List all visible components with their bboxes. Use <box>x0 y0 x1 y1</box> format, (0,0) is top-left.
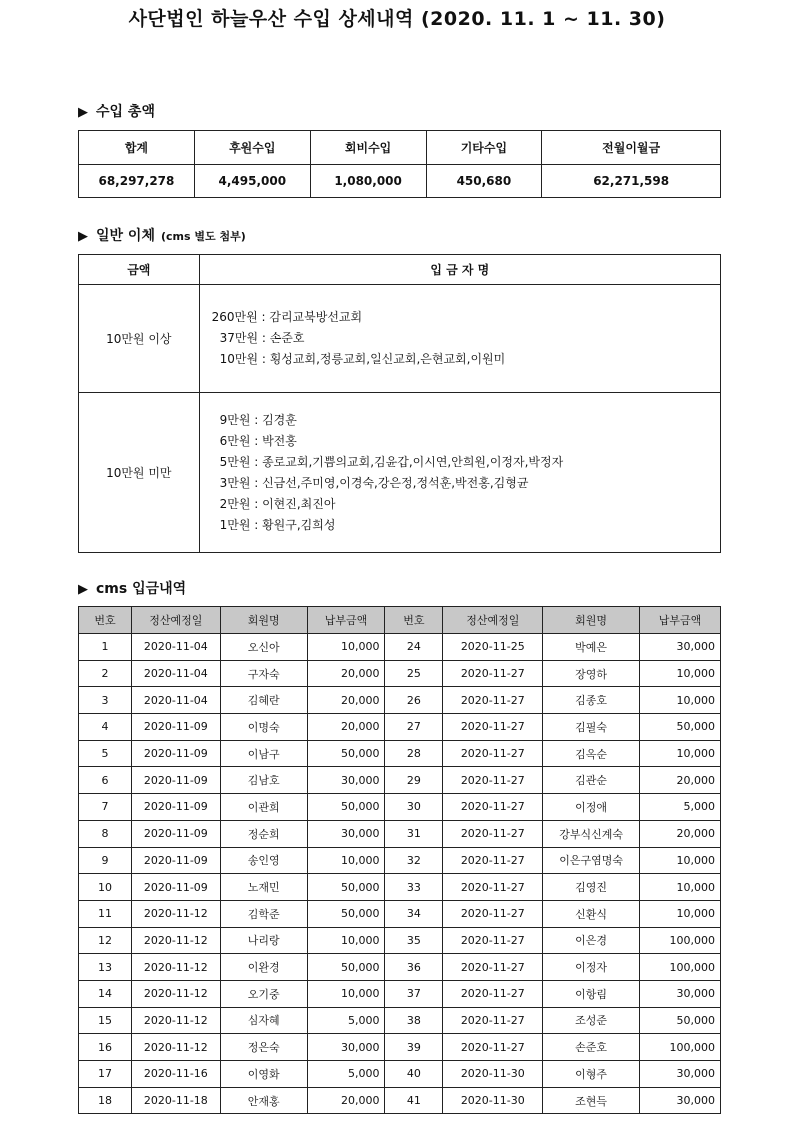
cms-number: 13 <box>79 954 132 981</box>
table-row <box>79 1007 721 1034</box>
summary-col-header: 기타수입 <box>426 131 542 165</box>
cms-number: 9 <box>79 847 132 874</box>
cms-member-name: 이정자 <box>543 954 640 981</box>
cms-amount: 30,000 <box>640 1061 721 1088</box>
cms-col-header: 납부금액 <box>307 607 385 634</box>
cms-number: 29 <box>385 767 443 794</box>
general-group-label: 10만원 이상 <box>79 285 200 393</box>
cms-settle-date: 2020-11-27 <box>443 714 543 741</box>
table-row <box>79 847 721 874</box>
general-table <box>78 254 721 553</box>
cms-amount: 20,000 <box>640 767 721 794</box>
cms-settle-date: 2020-11-12 <box>131 900 220 927</box>
triangle-right-icon: ▶ <box>78 582 88 597</box>
cms-number: 39 <box>385 1034 443 1061</box>
cms-member-name: 김학준 <box>220 900 307 927</box>
cms-number: 34 <box>385 900 443 927</box>
general-col-names: 입 금 자 명 <box>199 255 720 285</box>
general-name-line: 37만원 : 손준호 <box>219 331 305 345</box>
table-row <box>79 1034 721 1061</box>
cms-settle-date: 2020-11-12 <box>131 1007 220 1034</box>
cms-number: 28 <box>385 740 443 767</box>
cms-heading <box>78 578 186 598</box>
cms-amount: 10,000 <box>640 874 721 901</box>
cms-amount: 50,000 <box>307 740 385 767</box>
cms-amount: 20,000 <box>640 820 721 847</box>
cms-amount: 20,000 <box>307 660 385 687</box>
cms-table <box>78 606 721 1114</box>
triangle-right-icon: ▶ <box>78 229 88 244</box>
cms-col-header: 번호 <box>79 607 132 634</box>
cms-settle-date: 2020-11-09 <box>131 714 220 741</box>
table-row <box>79 927 721 954</box>
cms-member-name: 김종호 <box>543 687 640 714</box>
cms-settle-date: 2020-11-12 <box>131 980 220 1007</box>
general-heading-note: (cms 별도 첨부) <box>160 230 246 243</box>
cms-number: 40 <box>385 1061 443 1088</box>
cms-member-name: 강부식신계숙 <box>543 820 640 847</box>
cms-number: 17 <box>79 1061 132 1088</box>
cms-col-header: 정산예정일 <box>443 607 543 634</box>
cms-settle-date: 2020-11-27 <box>443 1034 543 1061</box>
cms-settle-date: 2020-11-12 <box>131 927 220 954</box>
cms-member-name: 이관희 <box>220 794 307 821</box>
table-row <box>79 660 721 687</box>
cms-amount: 50,000 <box>307 900 385 927</box>
cms-amount: 20,000 <box>307 714 385 741</box>
table-row <box>79 687 721 714</box>
cms-col-header: 회원명 <box>220 607 307 634</box>
cms-amount: 20,000 <box>307 1087 385 1114</box>
cms-amount: 10,000 <box>307 847 385 874</box>
summary-value: 62,271,598 <box>542 165 721 198</box>
cms-member-name: 정순희 <box>220 820 307 847</box>
cms-amount: 100,000 <box>640 954 721 981</box>
cms-number: 18 <box>79 1087 132 1114</box>
cms-number: 14 <box>79 980 132 1007</box>
cms-member-name: 박예은 <box>543 634 640 661</box>
table-row <box>79 980 721 1007</box>
cms-number: 6 <box>79 767 132 794</box>
triangle-right-icon: ▶ <box>78 105 88 120</box>
cms-amount: 10,000 <box>640 900 721 927</box>
cms-settle-date: 2020-11-09 <box>131 820 220 847</box>
cms-number: 37 <box>385 980 443 1007</box>
cms-settle-date: 2020-11-27 <box>443 874 543 901</box>
cms-settle-date: 2020-11-27 <box>443 740 543 767</box>
cms-member-name: 정은숙 <box>220 1034 307 1061</box>
cms-member-name: 나리랑 <box>220 927 307 954</box>
general-heading-label: 일반 이체 <box>96 228 155 244</box>
cms-member-name: 안재홍 <box>220 1087 307 1114</box>
cms-amount: 10,000 <box>307 927 385 954</box>
cms-number: 2 <box>79 660 132 687</box>
cms-col-header: 번호 <box>385 607 443 634</box>
cms-amount: 30,000 <box>307 767 385 794</box>
cms-amount: 50,000 <box>640 714 721 741</box>
cms-amount: 100,000 <box>640 927 721 954</box>
cms-settle-date: 2020-11-16 <box>131 1061 220 1088</box>
cms-number: 25 <box>385 660 443 687</box>
cms-settle-date: 2020-11-27 <box>443 1007 543 1034</box>
cms-settle-date: 2020-11-27 <box>443 927 543 954</box>
cms-settle-date: 2020-11-30 <box>443 1087 543 1114</box>
cms-amount: 30,000 <box>307 1034 385 1061</box>
cms-amount: 10,000 <box>640 847 721 874</box>
cms-amount: 5,000 <box>307 1007 385 1034</box>
cms-amount: 10,000 <box>307 980 385 1007</box>
cms-settle-date: 2020-11-04 <box>131 687 220 714</box>
table-row <box>79 900 721 927</box>
cms-settle-date: 2020-11-27 <box>443 847 543 874</box>
cms-member-name: 심자혜 <box>220 1007 307 1034</box>
cms-amount: 5,000 <box>640 794 721 821</box>
cms-amount: 30,000 <box>640 1087 721 1114</box>
cms-member-name: 이형주 <box>543 1061 640 1088</box>
cms-settle-date: 2020-11-27 <box>443 794 543 821</box>
cms-amount: 30,000 <box>640 634 721 661</box>
cms-number: 1 <box>79 634 132 661</box>
cms-settle-date: 2020-11-12 <box>131 954 220 981</box>
page-title: 사단법인 하늘우산 수입 상세내역 (2020. 11. 1 ~ 11. 30) <box>128 8 666 30</box>
cms-settle-date: 2020-11-04 <box>131 660 220 687</box>
general-name-line: 5만원 : 종로교회,기쁨의교회,김윤갑,이시연,안희원,이정자,박정자 <box>219 454 564 469</box>
cms-number: 36 <box>385 954 443 981</box>
cms-settle-date: 2020-11-27 <box>443 954 543 981</box>
cms-member-name: 조성준 <box>543 1007 640 1034</box>
cms-member-name: 노재민 <box>220 874 307 901</box>
table-row <box>79 767 721 794</box>
cms-number: 27 <box>385 714 443 741</box>
cms-col-header: 회원명 <box>543 607 640 634</box>
table-row <box>79 954 721 981</box>
cms-member-name: 김필숙 <box>543 714 640 741</box>
cms-number: 41 <box>385 1087 443 1114</box>
cms-number: 11 <box>79 900 132 927</box>
cms-number: 7 <box>79 794 132 821</box>
cms-member-name: 오기중 <box>220 980 307 1007</box>
cms-number: 12 <box>79 927 132 954</box>
cms-amount: 20,000 <box>307 687 385 714</box>
cms-settle-date: 2020-11-30 <box>443 1061 543 1088</box>
cms-settle-date: 2020-11-27 <box>443 660 543 687</box>
general-name-line: 1만원 : 황원구,김희성 <box>219 517 336 532</box>
cms-settle-date: 2020-11-09 <box>131 740 220 767</box>
cms-settle-date: 2020-11-09 <box>131 874 220 901</box>
cms-number: 10 <box>79 874 132 901</box>
cms-member-name: 이완경 <box>220 954 307 981</box>
cms-number: 31 <box>385 820 443 847</box>
cms-member-name: 김혜란 <box>220 687 307 714</box>
cms-amount: 50,000 <box>640 1007 721 1034</box>
cms-settle-date: 2020-11-27 <box>443 687 543 714</box>
cms-member-name: 김남호 <box>220 767 307 794</box>
general-name-line: 10만원 : 횡성교회,정릉교회,일신교회,은현교회,이원미 <box>219 352 506 366</box>
cms-member-name: 이은경 <box>543 927 640 954</box>
cms-number: 3 <box>79 687 132 714</box>
summary-col-header: 전월이월금 <box>542 131 721 165</box>
cms-member-name: 이항림 <box>543 980 640 1007</box>
table-row <box>79 820 721 847</box>
cms-member-name: 김관순 <box>543 767 640 794</box>
cms-settle-date: 2020-11-18 <box>131 1087 220 1114</box>
cms-settle-date: 2020-11-27 <box>443 900 543 927</box>
general-name-line: 9만원 : 김경훈 <box>219 412 297 427</box>
summary-value-row <box>79 165 721 198</box>
general-group-label: 10만원 미만 <box>79 393 200 553</box>
general-group-names <box>199 393 720 553</box>
summary-col-header: 합계 <box>79 131 195 165</box>
cms-settle-date: 2020-11-04 <box>131 634 220 661</box>
cms-amount: 10,000 <box>307 634 385 661</box>
summary-value: 68,297,278 <box>79 165 195 198</box>
summary-value: 450,680 <box>426 165 542 198</box>
summary-header-row <box>79 131 721 165</box>
cms-amount: 30,000 <box>640 980 721 1007</box>
cms-member-name: 장영하 <box>543 660 640 687</box>
cms-settle-date: 2020-11-09 <box>131 847 220 874</box>
table-row <box>79 634 721 661</box>
cms-col-header: 정산예정일 <box>131 607 220 634</box>
cms-member-name: 손준호 <box>543 1034 640 1061</box>
cms-number: 38 <box>385 1007 443 1034</box>
cms-member-name: 이정애 <box>543 794 640 821</box>
cms-settle-date: 2020-11-12 <box>131 1034 220 1061</box>
general-name-line: 260만원 : 감리교북방선교회 <box>211 310 363 324</box>
cms-amount: 10,000 <box>640 660 721 687</box>
cms-amount: 10,000 <box>640 740 721 767</box>
cms-amount: 10,000 <box>640 687 721 714</box>
cms-number: 8 <box>79 820 132 847</box>
general-name-line: 6만원 : 박전홍 <box>219 433 297 448</box>
cms-amount: 100,000 <box>640 1034 721 1061</box>
cms-settle-date: 2020-11-27 <box>443 820 543 847</box>
summary-value: 1,080,000 <box>310 165 426 198</box>
general-col-amount: 금액 <box>79 255 200 285</box>
cms-settle-date: 2020-11-27 <box>443 980 543 1007</box>
cms-member-name: 이남구 <box>220 740 307 767</box>
cms-heading-label: cms 입금내역 <box>96 581 187 597</box>
summary-heading-label: 수입 총액 <box>96 104 155 120</box>
cms-member-name: 오신아 <box>220 634 307 661</box>
cms-amount: 50,000 <box>307 794 385 821</box>
summary-col-header: 후원수입 <box>194 131 310 165</box>
summary-heading <box>78 101 155 121</box>
cms-amount: 50,000 <box>307 954 385 981</box>
general-header-row <box>79 255 721 285</box>
table-row <box>79 1061 721 1088</box>
general-group-names <box>199 285 720 393</box>
general-name-line: 3만원 : 신금선,주미영,이경숙,강은정,정석훈,박전홍,김형균 <box>219 475 529 490</box>
table-row <box>79 874 721 901</box>
cms-number: 4 <box>79 714 132 741</box>
summary-col-header: 회비수입 <box>310 131 426 165</box>
cms-member-name: 조현득 <box>543 1087 640 1114</box>
cms-number: 24 <box>385 634 443 661</box>
summary-table <box>78 130 721 198</box>
cms-member-name: 이영화 <box>220 1061 307 1088</box>
general-heading <box>78 225 246 245</box>
cms-member-name: 이명숙 <box>220 714 307 741</box>
cms-number: 26 <box>385 687 443 714</box>
cms-amount: 30,000 <box>307 820 385 847</box>
cms-settle-date: 2020-11-09 <box>131 794 220 821</box>
cms-settle-date: 2020-11-25 <box>443 634 543 661</box>
cms-settle-date: 2020-11-09 <box>131 767 220 794</box>
general-group-row <box>79 285 721 393</box>
cms-member-name: 김옥순 <box>543 740 640 767</box>
cms-member-name: 신환식 <box>543 900 640 927</box>
cms-number: 15 <box>79 1007 132 1034</box>
cms-member-name: 송인영 <box>220 847 307 874</box>
cms-member-name: 이은구염명숙 <box>543 847 640 874</box>
cms-number: 16 <box>79 1034 132 1061</box>
cms-number: 32 <box>385 847 443 874</box>
cms-number: 33 <box>385 874 443 901</box>
general-name-line: 2만원 : 이현진,최진아 <box>219 496 336 511</box>
cms-header-row <box>79 607 721 634</box>
table-row <box>79 740 721 767</box>
cms-col-header: 납부금액 <box>640 607 721 634</box>
cms-number: 5 <box>79 740 132 767</box>
general-group-row <box>79 393 721 553</box>
table-row <box>79 1087 721 1114</box>
cms-number: 35 <box>385 927 443 954</box>
table-row <box>79 714 721 741</box>
cms-number: 30 <box>385 794 443 821</box>
table-row <box>79 794 721 821</box>
cms-amount: 50,000 <box>307 874 385 901</box>
cms-member-name: 구자숙 <box>220 660 307 687</box>
cms-settle-date: 2020-11-27 <box>443 767 543 794</box>
summary-value: 4,495,000 <box>194 165 310 198</box>
cms-member-name: 김영진 <box>543 874 640 901</box>
cms-amount: 5,000 <box>307 1061 385 1088</box>
